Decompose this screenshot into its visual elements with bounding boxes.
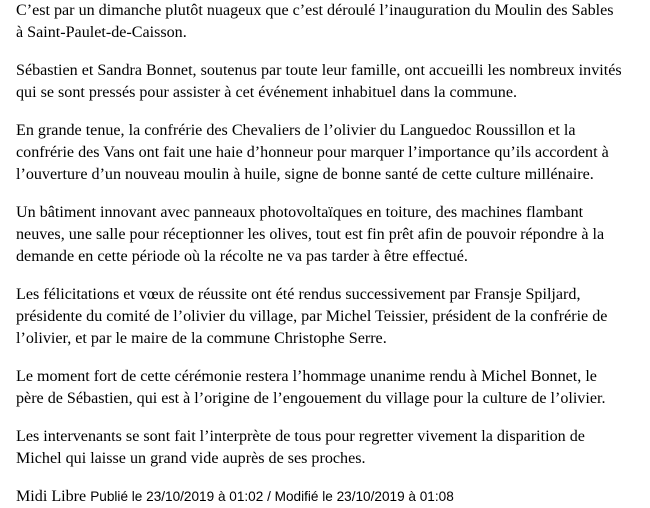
article-byline (16, 486, 644, 508)
paragraph-building: Un bâtiment innovant avec panneaux photovoltaïques en toiture, des machines flambant neuves, une salle pour réceptionner les olives, tout est fin prêt afin de pouvoir répondre à la demande en cette période où la récolte ne va pas tarder à être effectué. (16, 203, 605, 266)
paragraph-condolences: Les intervenants se sont fait l’interprète de tous pour regretter vivement la disparition de Michel qui laisse un grand vide auprès de ses proches. (16, 428, 585, 468)
article (16, 0, 644, 508)
source-name: Midi Libre (16, 487, 87, 505)
publication-dates: Publié le 23/10/2019 à 01:02 / Modifié le 23/10/2019 à 01:08 (90, 488, 454, 504)
paragraph-congratulations: Les félicitations et vœux de réussite ont été rendus successivement par Fransje Spiljard, présidente du comité de l’olivier du village, par Michel Teissier, président de la confrérie de l’olivier, et par le maire de la commune Christophe Serre. (16, 286, 608, 348)
paragraph-inauguration: C’est par un dimanche plutôt nuageux que c’est déroulé l’inauguration du Moulin des Sables à Saint-Paulet-de-Caisson. (16, 2, 614, 42)
paragraph-hosts: Sébastien et Sandra Bonnet, soutenus par toute leur famille, ont accueilli les nombreux invités qui se sont pressés pour assister à cet événement inhabituel dans la commune. (16, 61, 622, 102)
paragraph-tribute: Le moment fort de cette cérémonie restera l’hommage unanime rendu à Michel Bonnet, le père de Sébastien, qui est à l’origine de l’engouement du village pour la culture de l’olivier. (16, 368, 606, 408)
paragraph-confreries: En grande tenue, la confrérie des Chevaliers de l’olivier du Languedoc Roussillon et la confrérie des Vans ont fait une haie d’honneur pour marquer l’importance qu’ils accordent à l’ouverture d’un nouveau moulin à huile, signe de bonne santé de cette culture millénaire. (16, 121, 609, 184)
